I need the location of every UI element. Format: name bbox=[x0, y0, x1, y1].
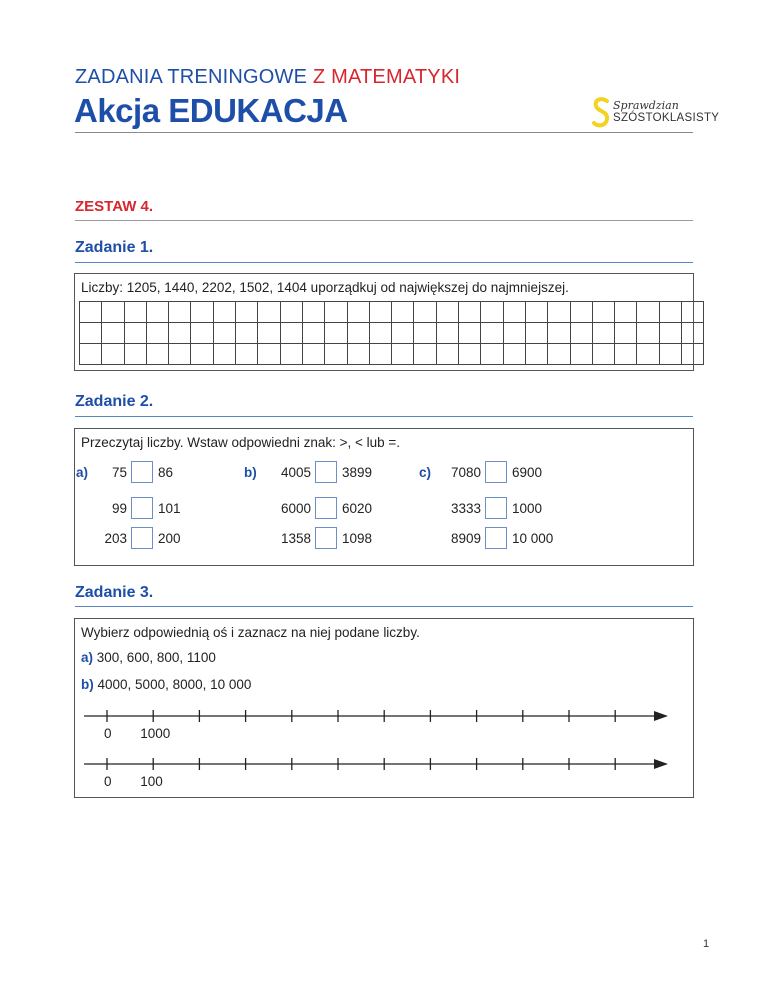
group-label-0: a) bbox=[76, 465, 89, 480]
right-number: 1000 bbox=[512, 501, 543, 516]
series-title-part2: Z MATEMATYKI bbox=[312, 66, 461, 88]
left-number: 6000 bbox=[280, 501, 311, 516]
axis-label: 100 bbox=[140, 774, 163, 789]
logo-line1: Sprawdzian bbox=[613, 99, 679, 112]
left-number: 203 bbox=[104, 531, 127, 546]
left-number: 99 bbox=[111, 501, 127, 516]
left-number: 3333 bbox=[450, 501, 481, 516]
group-label-2: c) bbox=[419, 465, 432, 480]
task1-instruction: Liczby: 1205, 1440, 2202, 1502, 1404 uporządkuj od największej do najmniejszej. bbox=[81, 280, 569, 295]
right-number: 6900 bbox=[512, 465, 543, 480]
left-number: 75 bbox=[111, 465, 127, 480]
axis-arrow-icon bbox=[654, 759, 668, 769]
task3-part-b-label: b) bbox=[81, 677, 94, 692]
left-number: 1358 bbox=[280, 531, 311, 546]
task3-instruction: Wybierz odpowiednią oś i zaznacz na niej podane liczby. bbox=[81, 625, 420, 640]
right-number: 10 000 bbox=[512, 531, 554, 546]
set-title: ZESTAW 4. bbox=[75, 198, 154, 215]
right-number: 200 bbox=[158, 531, 181, 546]
logo-line2: SZÓSTOKLASISTY bbox=[613, 112, 720, 124]
axis-label: 1000 bbox=[140, 726, 171, 741]
task3-title: Zadanie 3. bbox=[75, 584, 154, 601]
right-number: 86 bbox=[158, 465, 174, 480]
task1-title: Zadanie 1. bbox=[75, 239, 154, 256]
left-number: 4005 bbox=[280, 465, 311, 480]
right-number: 1098 bbox=[342, 531, 373, 546]
left-number: 7080 bbox=[450, 465, 481, 480]
page-number: 1 bbox=[703, 938, 710, 950]
series-title-part1: ZADANIA TRENINGOWE bbox=[75, 66, 308, 88]
axis-arrow-icon bbox=[654, 711, 668, 721]
task3-part-b-values: 4000, 5000, 8000, 10 000 bbox=[97, 677, 252, 692]
axis-label: 0 bbox=[104, 726, 112, 741]
task3-part-a-label: a) bbox=[81, 650, 94, 665]
right-number: 101 bbox=[158, 501, 181, 516]
task3-part-a-values: 300, 600, 800, 1100 bbox=[96, 650, 216, 665]
page-title: Akcja EDUKACJA bbox=[74, 92, 348, 129]
left-number: 8909 bbox=[450, 531, 481, 546]
task2-title: Zadanie 2. bbox=[75, 393, 154, 410]
group-label-1: b) bbox=[244, 465, 257, 480]
task2-instruction: Przeczytaj liczby. Wstaw odpowiedni znak: >, < lub =. bbox=[81, 435, 401, 450]
right-number: 3899 bbox=[342, 465, 373, 480]
right-number: 6020 bbox=[342, 501, 373, 516]
axis-label: 0 bbox=[104, 774, 112, 789]
